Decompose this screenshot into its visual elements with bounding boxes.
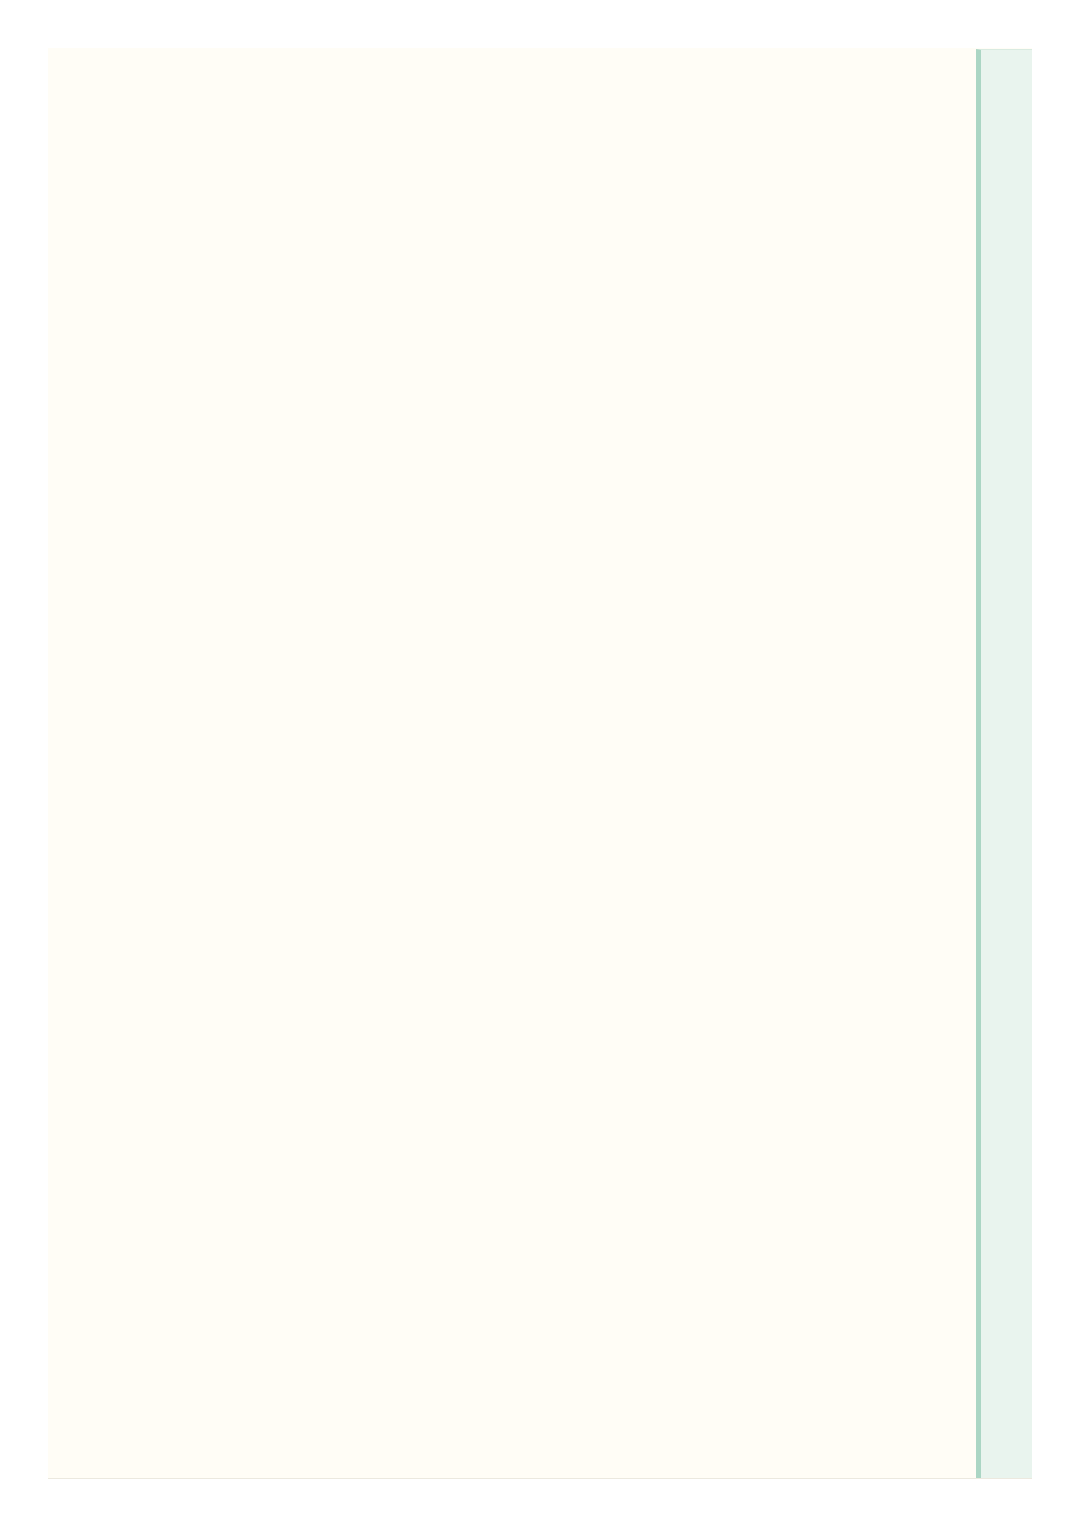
page-content [48, 48, 1032, 56]
notes-page [48, 48, 1032, 1479]
page-edge-stripe [976, 49, 1032, 1478]
